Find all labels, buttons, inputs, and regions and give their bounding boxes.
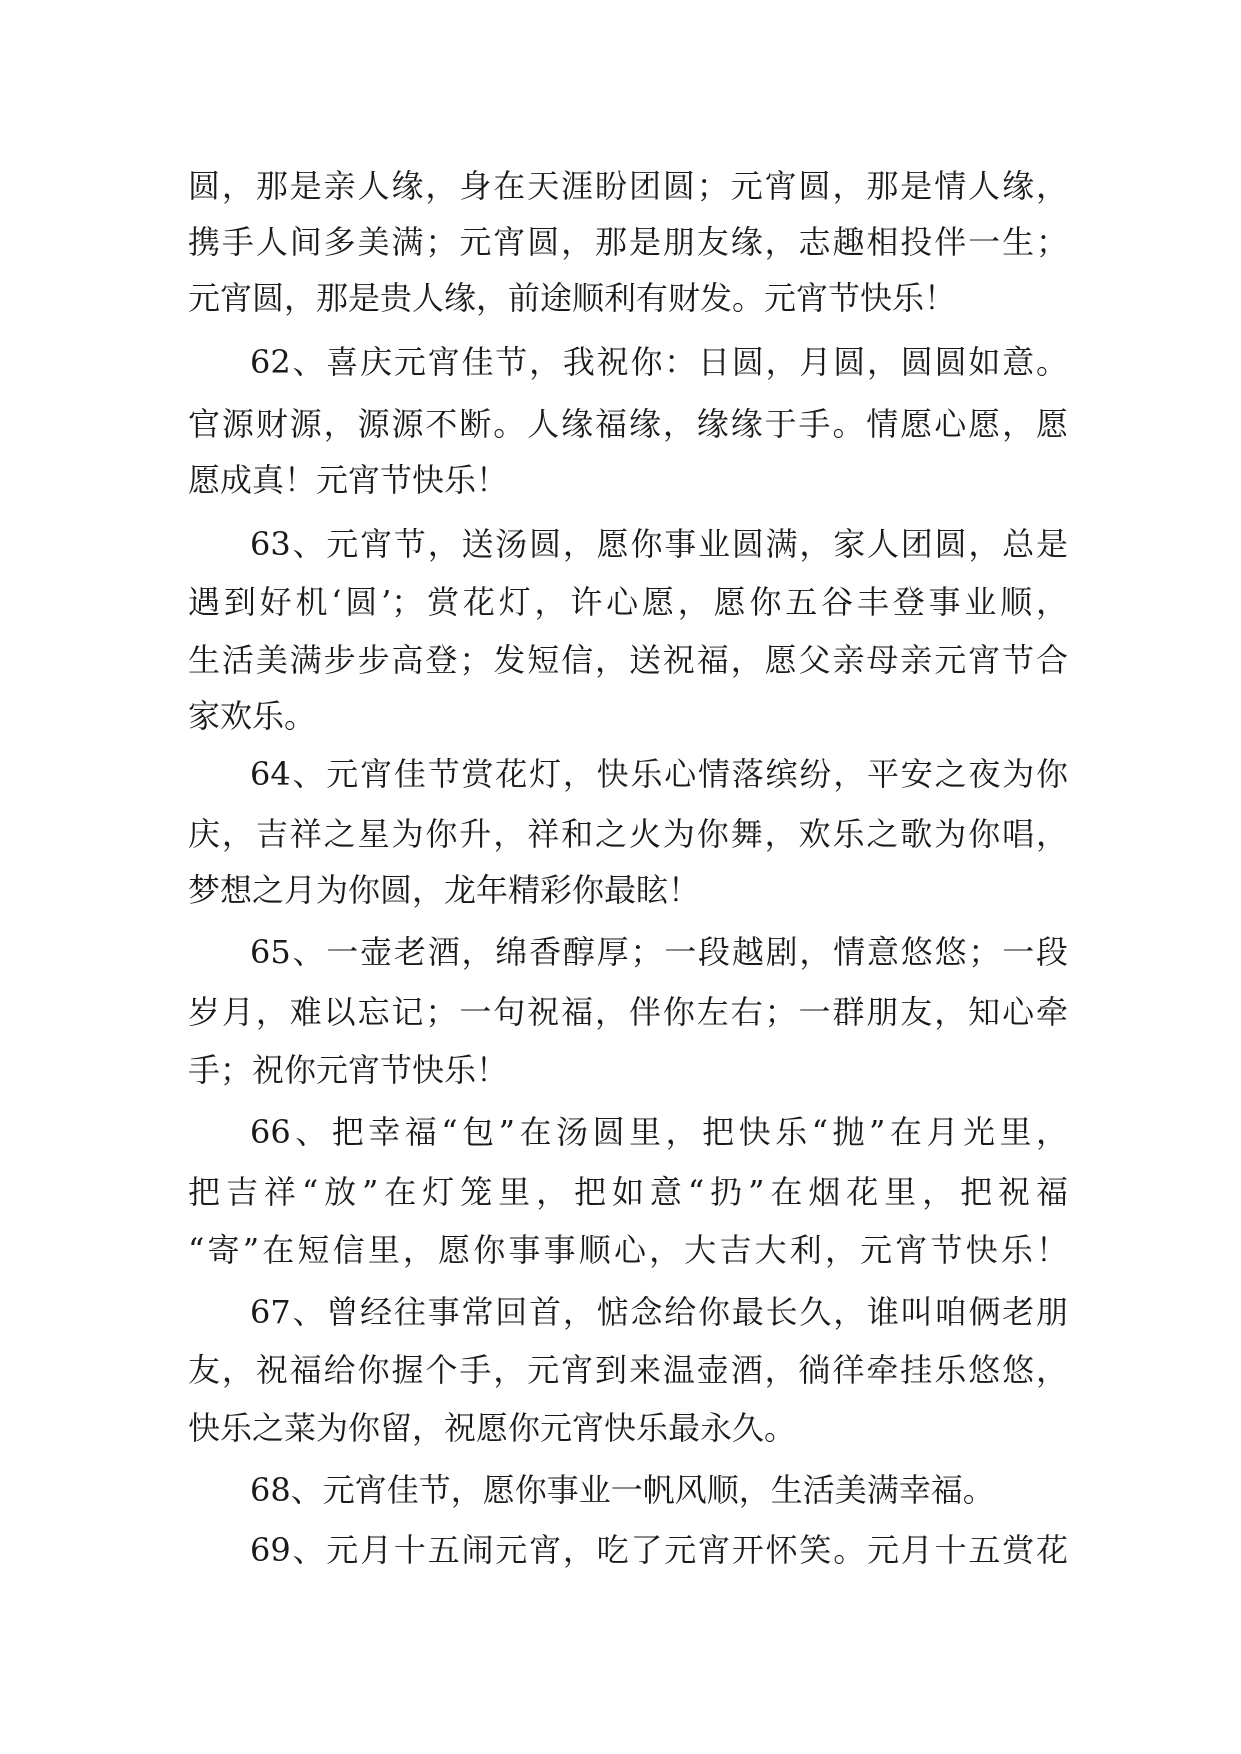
- text-line: 快乐之菜为你留，祝愿你元宵快乐最永久。: [188, 1409, 797, 1447]
- text-line: 64、元宵佳节赏花灯，快乐心情落缤纷，平安之夜为你: [250, 755, 1068, 793]
- text-line: 家欢乐。: [188, 697, 317, 735]
- text-line: 梦想之月为你圆，龙年精彩你最眩！: [188, 871, 701, 909]
- text-line: 携手人间多美满；元宵圆，那是朋友缘，志趣相投伴一生；: [188, 223, 1068, 261]
- text-line: 遇到好机‘圆’；赏花灯，许心愿，愿你五谷丰登事业顺，: [188, 583, 1068, 621]
- text-line: 67、曾经往事常回首，惦念给你最长久，谁叫咱俩老朋: [250, 1293, 1068, 1331]
- text-line: 生活美满步步高登；发短信，送祝福，愿父亲母亲元宵节合: [188, 641, 1068, 679]
- text-line: 友，祝福给你握个手，元宵到来温壶酒，徜徉牵挂乐悠悠，: [188, 1351, 1068, 1389]
- text-line: 69、元月十五闹元宵，吃了元宵开怀笑。元月十五赏花: [250, 1531, 1068, 1569]
- text-line: 65、一壶老酒，绵香醇厚；一段越剧，情意悠悠；一段: [250, 933, 1068, 971]
- text-line: 圆，那是亲人缘，身在天涯盼团圆；元宵圆，那是情人缘，: [188, 167, 1068, 205]
- text-line: 庆，吉祥之星为你升，祥和之火为你舞，欢乐之歌为你唱，: [188, 815, 1068, 853]
- text-line: 官源财源，源源不断。人缘福缘，缘缘于手。情愿心愿，愿: [188, 405, 1068, 443]
- text-line: 把吉祥“放”在灯笼里，把如意“扔”在烟花里，把祝福: [188, 1173, 1068, 1211]
- text-line: 愿成真！元宵节快乐！: [188, 461, 509, 499]
- text-line: 手；祝你元宵节快乐！: [188, 1051, 509, 1089]
- text-line: 岁月，难以忘记；一句祝福，伴你左右；一群朋友，知心牵: [188, 993, 1068, 1031]
- text-line: 66、把幸福“包”在汤圆里，把快乐“抛”在月光里，: [250, 1113, 1068, 1151]
- text-line: “寄”在短信里，愿你事事顺心，大吉大利，元宵节快乐！: [188, 1231, 1068, 1269]
- text-line: 68、元宵佳节，愿你事业一帆风顺，生活美满幸福。: [250, 1471, 995, 1509]
- text-line: 62、喜庆元宵佳节，我祝你：日圆，月圆，圆圆如意。: [250, 343, 1068, 381]
- text-line: 元宵圆，那是贵人缘，前途顺利有财发。元宵节快乐！: [188, 279, 957, 317]
- text-line: 63、元宵节，送汤圆，愿你事业圆满，家人团圆，总是: [250, 525, 1068, 563]
